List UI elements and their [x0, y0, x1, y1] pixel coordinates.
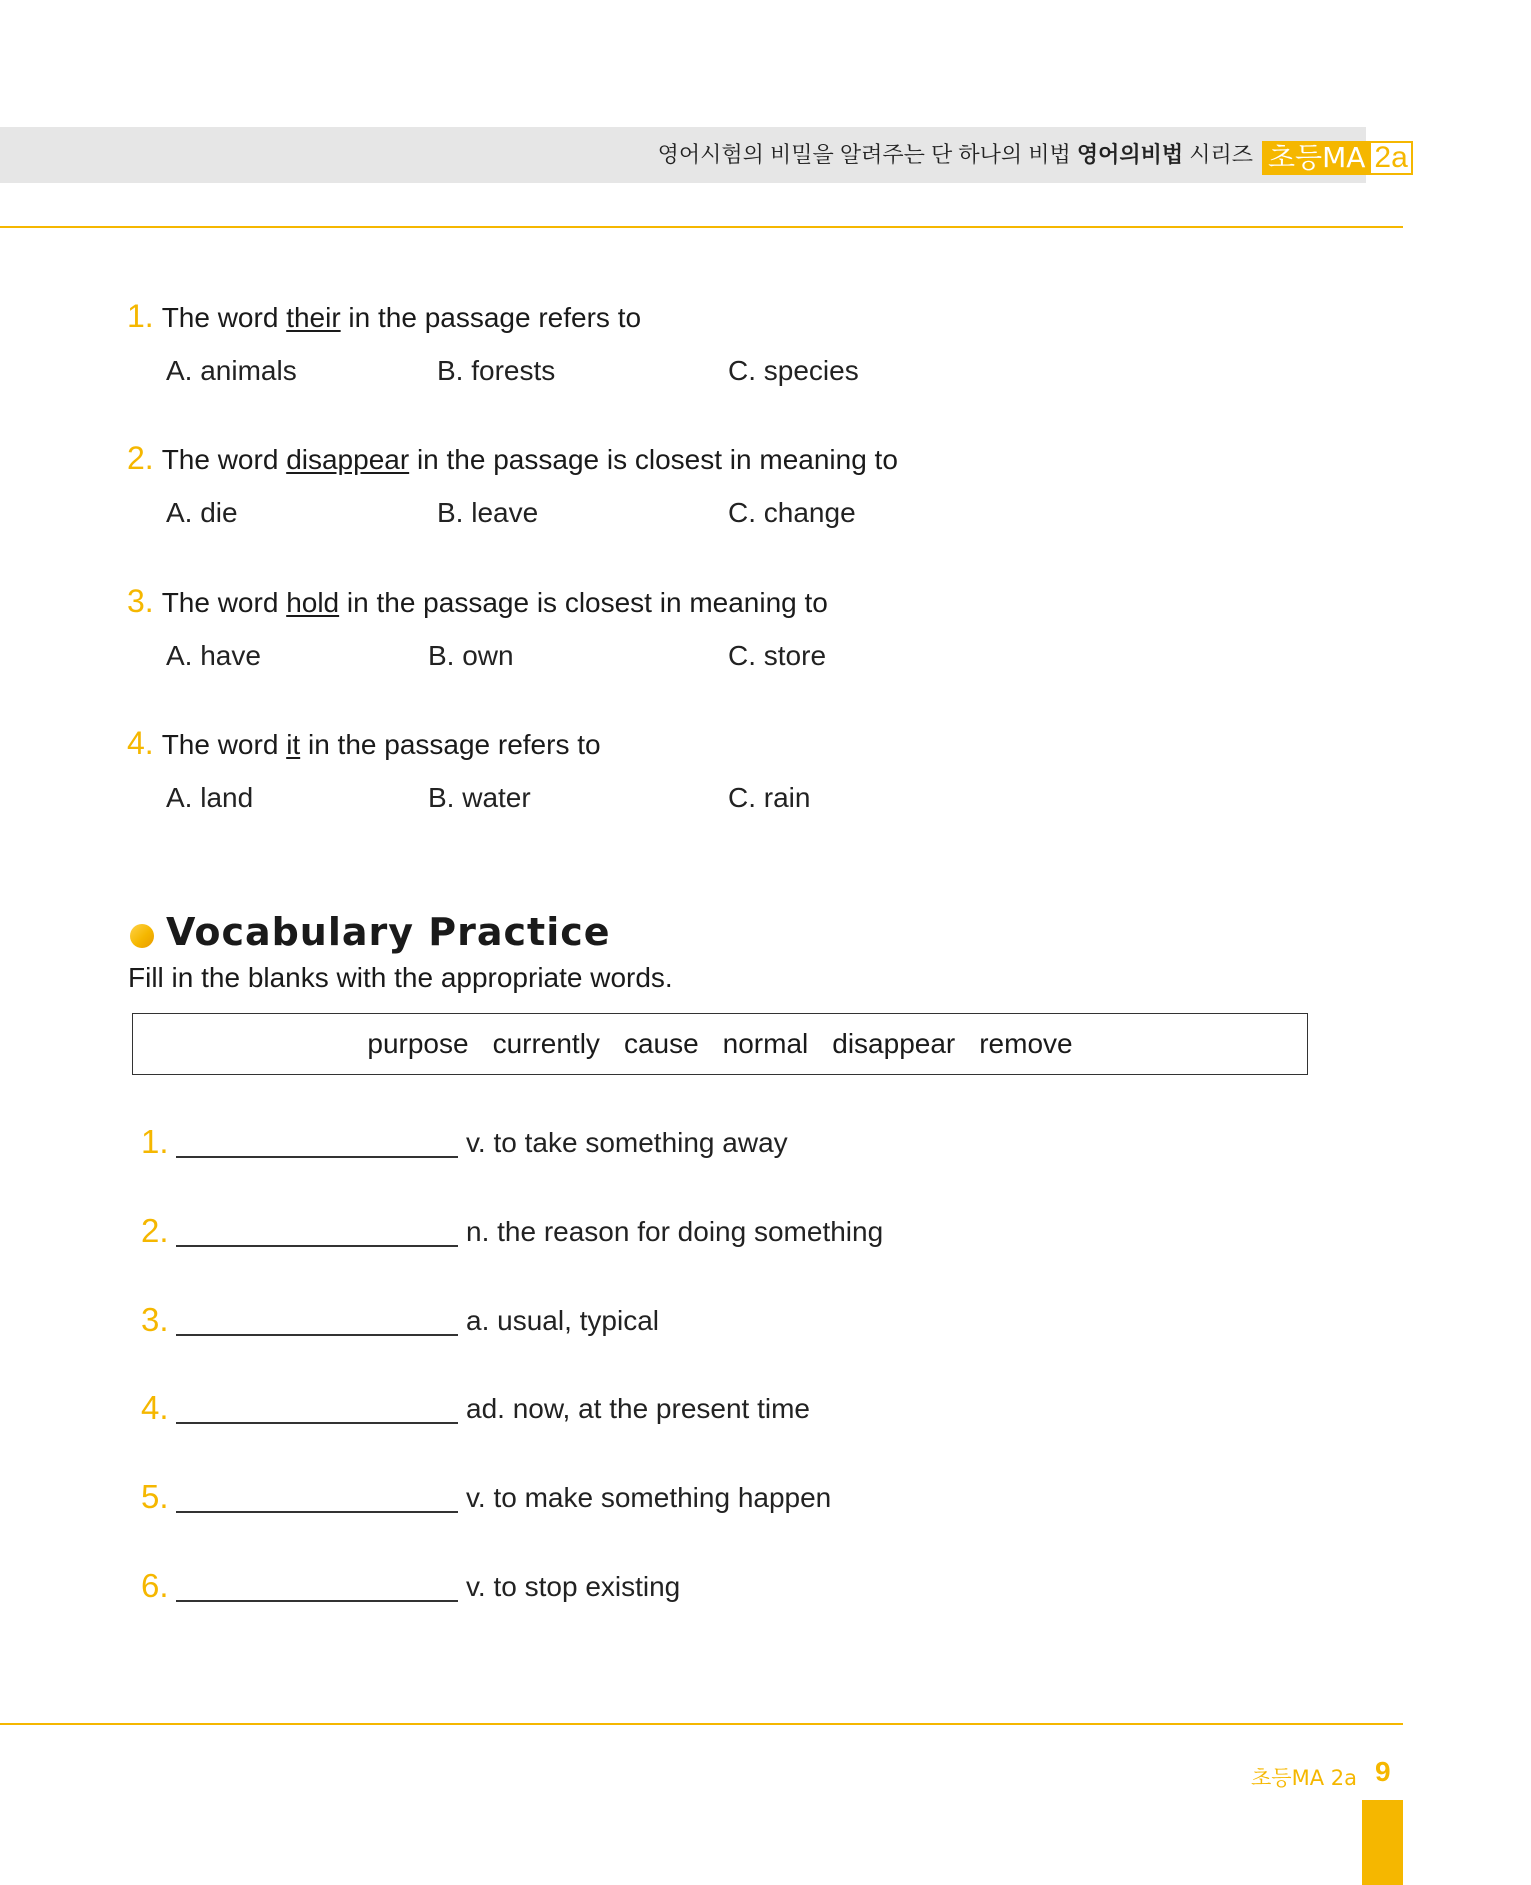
vocab-definition: v. to take something away — [466, 1127, 788, 1158]
stem-pre: The word — [161, 302, 287, 333]
word-bank-item: cause — [623, 1028, 699, 1059]
answer-blank[interactable] — [176, 1511, 458, 1513]
answer-blank[interactable] — [176, 1334, 458, 1336]
option-a[interactable]: A. land — [166, 782, 254, 813]
option-b[interactable]: B. water — [428, 782, 531, 813]
option-b[interactable]: B. leave — [437, 497, 539, 528]
vocab-definition: v. to stop existing — [466, 1571, 681, 1602]
word-bank-item: normal — [722, 1028, 809, 1059]
option-b[interactable]: B. own — [428, 640, 514, 671]
option-b[interactable]: B. forests — [437, 355, 556, 386]
question-stem — [127, 298, 641, 335]
vocab-item-number: 4. — [141, 1389, 169, 1426]
answer-blank[interactable] — [176, 1422, 458, 1424]
vocab-item-number: 2. — [141, 1212, 169, 1249]
stem-post: in the passage refers to — [300, 729, 601, 760]
word-bank-item: purpose — [367, 1028, 469, 1059]
option-c[interactable]: C. store — [728, 640, 827, 671]
option-a[interactable]: A. die — [166, 497, 238, 528]
answer-blank[interactable] — [176, 1600, 458, 1602]
option-c[interactable]: C. species — [728, 355, 859, 386]
section-title: Vocabulary Practice — [166, 910, 611, 954]
vocab-definition: ad. now, at the present time — [466, 1393, 810, 1424]
question-2 — [127, 440, 898, 477]
question-3 — [127, 583, 828, 620]
option-a[interactable]: A. animals — [166, 355, 297, 386]
question-1 — [127, 298, 641, 335]
question-stem — [127, 440, 898, 477]
vocab-item-number: 6. — [141, 1567, 169, 1604]
target-word: disappear — [286, 444, 410, 475]
footer-rule — [0, 1723, 1403, 1725]
target-word: it — [286, 729, 301, 760]
section-instruction: Fill in the blanks with the appropriate words. — [128, 962, 673, 993]
series-suffix: 시리즈 — [1183, 142, 1253, 167]
option-a[interactable]: A. have — [166, 640, 261, 671]
stem-post: in the passage refers to — [340, 302, 642, 333]
vocab-definition: a. usual, typical — [466, 1305, 659, 1336]
word-bank-item: currently — [492, 1028, 600, 1059]
word-bank — [132, 1013, 1308, 1075]
stem-post: in the passage is closest in meaning to — [409, 444, 898, 475]
question-number: 2. — [127, 440, 154, 476]
brand-main: 초등MA — [1264, 143, 1371, 173]
header-rule — [0, 226, 1403, 228]
question-stem — [127, 583, 828, 620]
series-tagline — [658, 127, 1253, 183]
option-c[interactable]: C. rain — [728, 782, 811, 813]
stem-pre: The word — [161, 729, 287, 760]
stem-pre: The word — [161, 587, 287, 618]
answer-blank[interactable] — [176, 1156, 458, 1158]
word-bank-item: disappear — [832, 1028, 956, 1059]
brand-logo — [1262, 141, 1413, 175]
stem-post: in the passage is closest in meaning to — [339, 587, 828, 618]
target-word: their — [286, 302, 341, 333]
word-bank-item: remove — [979, 1028, 1073, 1059]
question-number: 3. — [127, 583, 154, 619]
page-tab — [1362, 1800, 1403, 1885]
vocab-item-number: 1. — [141, 1123, 169, 1160]
target-word: hold — [286, 587, 340, 618]
brand-level: 2a — [1371, 143, 1410, 173]
answer-blank[interactable] — [176, 1245, 458, 1247]
vocab-item-number: 3. — [141, 1301, 169, 1338]
page-number: 9 — [1375, 1756, 1391, 1787]
option-c[interactable]: C. change — [728, 497, 856, 528]
question-number: 4. — [127, 725, 154, 761]
question-number: 1. — [127, 298, 154, 334]
vocab-definition: v. to make something happen — [466, 1482, 832, 1513]
footer-book-label: 초등MA 2a — [1251, 1766, 1357, 1790]
vocab-item-number: 5. — [141, 1478, 169, 1515]
stem-pre: The word — [161, 444, 287, 475]
series-name: 영어의비법 — [1076, 142, 1184, 167]
question-stem — [127, 725, 601, 762]
tagline-text: 영어시험의 비밀을 알려주는 단 하나의 비법 — [657, 142, 1077, 167]
vocab-definition: n. the reason for doing something — [466, 1216, 884, 1247]
question-4 — [127, 725, 601, 762]
section-bullet-icon — [130, 924, 154, 948]
